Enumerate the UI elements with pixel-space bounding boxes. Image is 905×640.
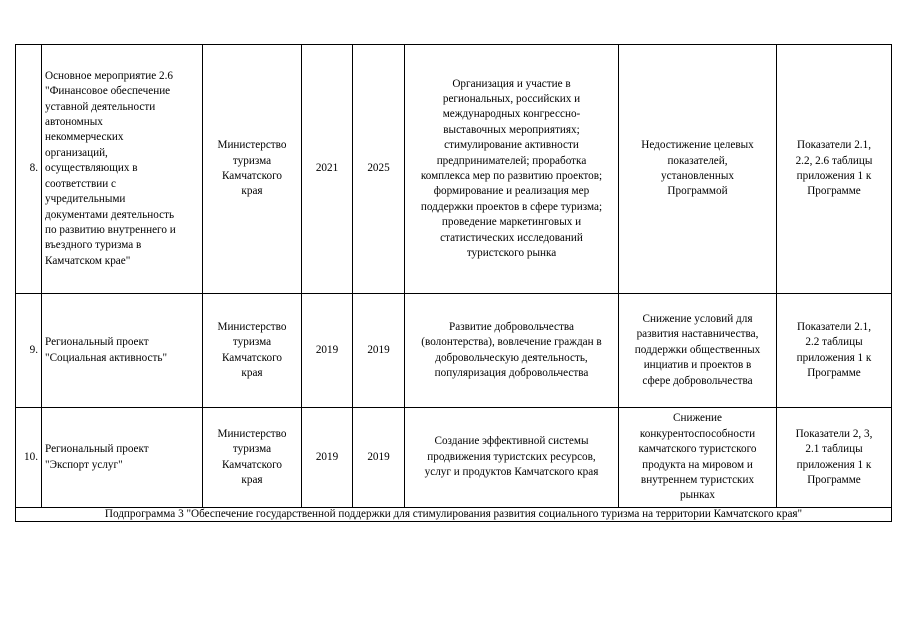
consequences-cell <box>619 45 777 294</box>
indicators-text: Показатели 2.1, 2.2, 2.6 таблицы приложения 1 к Программе <box>795 139 873 198</box>
row-number: 10. <box>16 408 42 508</box>
program-table <box>15 44 892 522</box>
executor-cell <box>203 294 302 408</box>
measure-name: Основное мероприятие 2.6 "Финансовое обеспечение уставной деятельности автономных некоммерческих организаций, осуществляющих в соответствии с учредительными документами деятельность по развитию внутреннего и въездного туризма в Камчатском крае" <box>45 69 176 267</box>
row-number: 9. <box>16 294 42 408</box>
measures-text: Создание эффективной системы продвижения туристских ресурсов, услуг и продуктов Камчатского края <box>424 435 599 479</box>
indicators-cell <box>777 294 892 408</box>
table-row <box>16 408 892 508</box>
row-number: 8. <box>16 45 42 294</box>
table-row <box>16 45 892 294</box>
measures-cell <box>405 294 619 408</box>
start-year: 2019 <box>302 294 353 408</box>
measures-text: Развитие добровольчества (волонтерства), вовлечение граждан в добровольческую деятельность, популяризация добровольчества <box>421 320 602 379</box>
consequences-cell <box>619 294 777 408</box>
subprogram-row <box>16 508 892 522</box>
consequences-text: Недостижение целевых показателей, установленных Программой <box>641 139 754 198</box>
start-year: 2021 <box>302 45 353 294</box>
measure-name-cell <box>42 408 203 508</box>
end-year: 2019 <box>353 294 405 408</box>
executor: Министерство туризма Камчатского края <box>217 427 287 486</box>
indicators-text: Показатели 2.1, 2.2 таблицы приложения 1 к Программе <box>796 320 872 379</box>
subprogram-title: Подпрограмма 3 "Обеспечение государственной поддержки для стимулирования развития социального туризма на территории Камчатского края" <box>16 508 892 522</box>
executor-cell <box>203 45 302 294</box>
table-row <box>16 294 892 408</box>
measures-text: Организация и участие в региональных, российских и международных конгрессно- выставочных мероприятиях; стимулирование активности предпринимателей; проработка комплекса мер по развитию проектов; формирование и реализация мер поддержки проектов в сфере туризма; проведение маркетинговых и статистических исследований туристского рынка <box>420 77 603 260</box>
consequences-cell <box>619 408 777 508</box>
indicators-cell <box>777 45 892 294</box>
start-year: 2019 <box>302 408 353 508</box>
consequences-text: Снижение условий для развития наставничества, поддержки общественных инциатив и проектов в сфере добровольчества <box>634 312 761 387</box>
measure-name: Региональный проект "Экспорт услуг" <box>45 443 149 471</box>
indicators-cell <box>777 408 892 508</box>
measures-cell <box>405 45 619 294</box>
executor: Министерство туризма Камчатского края <box>217 320 287 379</box>
executor-cell <box>203 408 302 508</box>
end-year: 2025 <box>353 45 405 294</box>
end-year: 2019 <box>353 408 405 508</box>
measure-name: Региональный проект "Социальная активность" <box>45 336 168 364</box>
measure-name-cell <box>42 294 203 408</box>
consequences-text: Снижение конкурентоспособности камчатского туристского продукта на мировом и внутреннем туристских рынках <box>638 412 757 502</box>
measures-cell <box>405 408 619 508</box>
executor: Министерство туризма Камчатского края <box>217 139 287 198</box>
indicators-text: Показатели 2, 3, 2.1 таблицы приложения 1 к Программе <box>795 427 873 486</box>
measure-name-cell <box>42 45 203 294</box>
